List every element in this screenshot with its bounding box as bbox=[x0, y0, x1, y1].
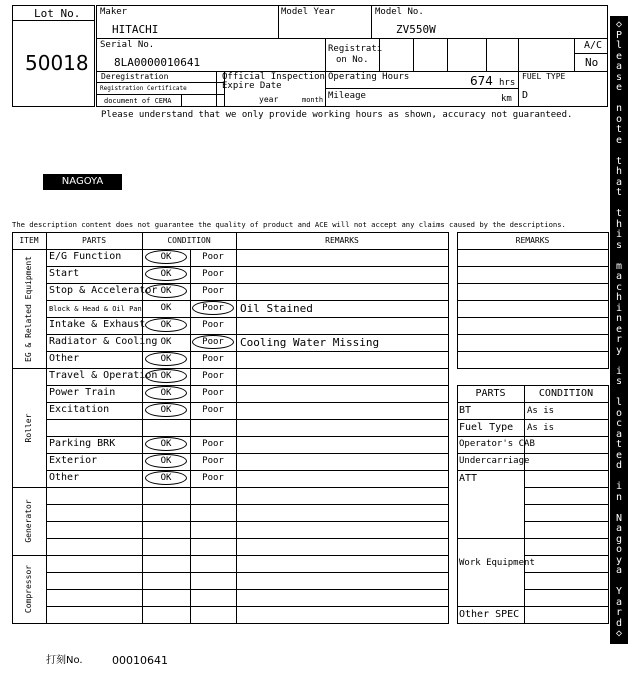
side-banner-char bbox=[610, 94, 628, 104]
side-banner-char: a bbox=[615, 428, 623, 440]
table-row bbox=[46, 249, 448, 266]
selected-ok-circle bbox=[145, 250, 187, 264]
parts-row-line bbox=[457, 538, 608, 539]
selected-ok-circle bbox=[145, 318, 187, 332]
table-row bbox=[46, 572, 448, 589]
side-banner-char: d bbox=[615, 617, 623, 629]
poor-option: Poor bbox=[202, 439, 224, 449]
parts-row-name: Fuel Type bbox=[459, 422, 514, 433]
side-banner-char: r bbox=[615, 334, 623, 346]
parts-row-name: Other SPEC bbox=[459, 609, 520, 620]
working-hours-notice: Please understand that we only provide working hours as shown, accuracy not guaranteed. bbox=[101, 110, 573, 120]
side-banner-char: o bbox=[615, 407, 623, 419]
parts-row-line bbox=[457, 453, 608, 454]
table-row bbox=[46, 334, 448, 351]
hrs-label: hrs bbox=[499, 78, 516, 88]
side-banner-char: g bbox=[615, 533, 623, 545]
item-group-label: EG & Related Equipment bbox=[24, 255, 33, 362]
part-name: Intake & Exhaust bbox=[49, 319, 146, 330]
side-banner-char bbox=[610, 251, 628, 261]
serial-no-label: Serial No. bbox=[100, 40, 155, 50]
operating-hours-label: Operating Hours bbox=[328, 72, 410, 82]
ok-option: OK bbox=[160, 388, 172, 398]
selected-ok-circle bbox=[145, 284, 187, 298]
side-banner-char: a bbox=[615, 61, 623, 73]
document-cema-label: document of CEMA bbox=[104, 97, 172, 105]
poor-option: Poor bbox=[202, 303, 224, 313]
parts-header: PARTS bbox=[475, 388, 506, 399]
remarks-row-line bbox=[457, 334, 608, 335]
side-banner-char: N bbox=[615, 512, 623, 524]
side-banner-char bbox=[610, 472, 628, 482]
side-banner-char: n bbox=[615, 491, 623, 503]
month-label: month bbox=[302, 96, 324, 104]
ok-option: OK bbox=[160, 456, 172, 466]
condition-sub-line bbox=[524, 504, 608, 505]
selected-poor-circle bbox=[192, 335, 234, 349]
maker-label: Maker bbox=[100, 7, 128, 17]
condition-sub-line bbox=[524, 589, 608, 590]
side-banner-char: c bbox=[615, 281, 623, 293]
side-banner-char: a bbox=[615, 271, 623, 283]
side-banner-char: t bbox=[615, 187, 623, 199]
side-banner-char: s bbox=[615, 376, 623, 388]
side-banner-char: y bbox=[615, 554, 623, 566]
parts-row-name: Work Equipment bbox=[459, 558, 535, 568]
remarks-row-line bbox=[457, 283, 608, 284]
side-banner-char: h bbox=[615, 218, 623, 230]
ac-value: No bbox=[585, 56, 599, 69]
table-row bbox=[46, 487, 448, 504]
table-row bbox=[46, 453, 448, 470]
parts-row-name: Undercarriage bbox=[459, 456, 530, 466]
remark-text: Oil Stained bbox=[240, 302, 313, 315]
maker-value: HITACHI bbox=[112, 23, 159, 36]
item-group-label: Compressor bbox=[24, 564, 33, 614]
side-banner-char: y bbox=[615, 344, 623, 356]
side-banner-char bbox=[610, 577, 628, 587]
remark-text: Cooling Water Missing bbox=[240, 336, 380, 349]
condition-header: CONDITION bbox=[538, 388, 594, 399]
poor-option: Poor bbox=[202, 286, 224, 296]
remarks-box-header: REMARKS bbox=[515, 236, 550, 245]
side-banner-char: t bbox=[615, 155, 623, 167]
side-banner-char bbox=[610, 146, 628, 156]
remarks-row-line bbox=[457, 317, 608, 318]
poor-option: Poor bbox=[202, 405, 224, 415]
operating-hours-value: 674 bbox=[470, 74, 493, 88]
lot-no-value: 50018 bbox=[25, 51, 89, 75]
side-banner-char: n bbox=[615, 313, 623, 325]
side-banner-char: t bbox=[615, 124, 623, 136]
side-banner-char bbox=[610, 388, 628, 398]
part-name: Travel & Operation bbox=[49, 370, 158, 381]
side-banner-char: i bbox=[615, 229, 623, 241]
part-name: Other bbox=[49, 472, 80, 483]
fuel-type-label: FUEL TYPE bbox=[522, 72, 566, 81]
selected-ok-circle bbox=[145, 454, 187, 468]
registration-label-2: on No. bbox=[336, 55, 369, 65]
fuel-type-value: D bbox=[522, 90, 529, 101]
parts-row-line bbox=[457, 436, 608, 437]
side-banner-char: t bbox=[615, 439, 623, 451]
remarks-row-line bbox=[457, 300, 608, 301]
condition-sub-line bbox=[524, 572, 608, 573]
header-remarks: REMARKS bbox=[325, 236, 359, 245]
table-row bbox=[46, 538, 448, 555]
side-banner-char: h bbox=[615, 166, 623, 178]
deregistration-label: Deregistration bbox=[101, 72, 169, 81]
part-name: E/G Function bbox=[49, 251, 122, 262]
table-row bbox=[46, 504, 448, 521]
model-year-label: Model Year bbox=[281, 7, 336, 17]
side-banner-char: Y bbox=[615, 586, 623, 598]
model-no-label: Model No. bbox=[375, 7, 424, 17]
side-banner-char: r bbox=[615, 607, 623, 619]
registration-label-1: Registrati bbox=[328, 44, 383, 54]
selected-ok-circle bbox=[145, 403, 187, 417]
poor-option: Poor bbox=[202, 371, 224, 381]
side-banner-char bbox=[610, 356, 628, 366]
part-name: Stop & Accelerator bbox=[49, 285, 158, 296]
part-name: Radiator & Cooling bbox=[49, 336, 158, 347]
selected-ok-circle bbox=[145, 386, 187, 400]
side-banner-char: t bbox=[615, 208, 623, 220]
ac-label: A/C bbox=[584, 40, 603, 51]
ok-option: OK bbox=[160, 269, 172, 279]
parts-row-line bbox=[457, 470, 608, 471]
part-name: Start bbox=[49, 268, 80, 279]
side-banner-char: e bbox=[615, 323, 623, 335]
ok-option: OK bbox=[160, 439, 172, 449]
item-group-label: Generator bbox=[24, 499, 33, 543]
part-name: Other bbox=[49, 353, 80, 364]
side-banner-char: a bbox=[615, 176, 623, 188]
ok-option: OK bbox=[160, 286, 172, 296]
inspection-label-1: Official Inspection bbox=[222, 72, 325, 82]
table-row bbox=[46, 419, 448, 436]
remarks-row-line bbox=[457, 351, 608, 352]
side-banner-char: o bbox=[615, 113, 623, 125]
parts-row-line bbox=[457, 419, 608, 420]
selected-ok-circle bbox=[145, 437, 187, 451]
ok-option: OK bbox=[160, 405, 172, 415]
selected-poor-circle bbox=[192, 301, 234, 315]
ok-option: OK bbox=[160, 473, 172, 483]
selected-ok-circle bbox=[145, 267, 187, 281]
location-badge bbox=[43, 174, 122, 190]
side-banner-char: m bbox=[615, 260, 623, 272]
poor-option: Poor bbox=[202, 337, 224, 347]
parts-row-condition: As is bbox=[527, 423, 555, 433]
table-row bbox=[46, 402, 448, 419]
ok-option: OK bbox=[160, 252, 172, 262]
side-banner-char: o bbox=[615, 544, 623, 556]
side-banner-char: a bbox=[615, 565, 623, 577]
ok-option: OK bbox=[160, 354, 172, 364]
selected-ok-circle bbox=[145, 369, 187, 383]
side-banner-char: e bbox=[615, 82, 623, 94]
year-label: year bbox=[259, 95, 279, 104]
condition-sub-line bbox=[524, 555, 608, 556]
ok-option: OK bbox=[160, 320, 172, 330]
side-banner-char: ◇ bbox=[615, 628, 623, 640]
table-row bbox=[46, 300, 448, 317]
side-banner-char: i bbox=[615, 302, 623, 314]
mileage-label: Mileage bbox=[328, 91, 366, 101]
table-row bbox=[46, 521, 448, 538]
table-row bbox=[46, 368, 448, 385]
table-row bbox=[46, 555, 448, 572]
parts-row-line bbox=[457, 402, 608, 403]
table-row bbox=[46, 606, 448, 623]
side-banner-char: a bbox=[615, 523, 623, 535]
parts-row-line bbox=[457, 606, 608, 607]
poor-option: Poor bbox=[202, 320, 224, 330]
inspection-label-2: Expire Date bbox=[222, 81, 282, 91]
serial-no-value: 8LA0000010641 bbox=[114, 56, 201, 69]
table-row bbox=[46, 266, 448, 283]
side-banner-char bbox=[610, 503, 628, 513]
ok-option: OK bbox=[160, 303, 172, 313]
remarks-row-line bbox=[457, 249, 608, 250]
registration-certificate-label: Registration Certificate bbox=[100, 85, 187, 92]
parts-row-name: ATT bbox=[459, 473, 478, 484]
table-row bbox=[46, 283, 448, 300]
side-banner-char: d bbox=[615, 460, 623, 472]
side-banner-char: e bbox=[615, 449, 623, 461]
side-banner-char: i bbox=[615, 481, 623, 493]
table-row bbox=[46, 589, 448, 606]
poor-option: Poor bbox=[202, 354, 224, 364]
side-banner-char: s bbox=[615, 239, 623, 251]
ok-option: OK bbox=[160, 371, 172, 381]
side-banner-char: ◇ bbox=[615, 19, 623, 30]
side-banner-char: a bbox=[615, 596, 623, 608]
remarks-row-line bbox=[457, 266, 608, 267]
poor-option: Poor bbox=[202, 388, 224, 398]
table-row bbox=[46, 436, 448, 453]
part-name: Exterior bbox=[49, 455, 98, 466]
poor-option: Poor bbox=[202, 252, 224, 262]
ok-option: OK bbox=[160, 337, 172, 347]
header-condition: CONDITION bbox=[167, 236, 211, 245]
table-row bbox=[46, 385, 448, 402]
table-row bbox=[46, 351, 448, 368]
part-name: Parking BRK bbox=[49, 438, 116, 449]
poor-option: Poor bbox=[202, 456, 224, 466]
side-banner-char: h bbox=[615, 292, 623, 304]
side-banner-char: l bbox=[615, 397, 623, 409]
parts-row-condition: As is bbox=[527, 406, 555, 416]
parts-row-name: BT bbox=[459, 405, 472, 416]
part-name: Excitation bbox=[49, 404, 110, 415]
side-banner-char: e bbox=[615, 134, 623, 146]
condition-sub-line bbox=[524, 487, 608, 488]
table-row bbox=[46, 317, 448, 334]
selected-ok-circle bbox=[145, 471, 187, 485]
part-name: Power Train bbox=[49, 387, 116, 398]
header-parts: PARTS bbox=[81, 236, 107, 245]
location-badge-label: NAGOYA bbox=[61, 176, 104, 187]
km-label: km bbox=[501, 94, 512, 104]
side-banner-char: i bbox=[615, 365, 623, 377]
lot-no-label: Lot No. bbox=[34, 7, 81, 20]
side-banner-char: n bbox=[615, 103, 623, 115]
condition-sub-line bbox=[524, 521, 608, 522]
poor-option: Poor bbox=[202, 473, 224, 483]
side-banner-char bbox=[610, 199, 628, 209]
side-banner bbox=[610, 16, 628, 644]
parts-row-name: Operator's CAB bbox=[459, 439, 535, 449]
poor-option: Poor bbox=[202, 269, 224, 279]
side-banner-char: s bbox=[615, 71, 623, 83]
model-no-value: ZV550W bbox=[396, 23, 436, 36]
stamp-no-value: 00010641 bbox=[112, 654, 168, 667]
side-banner-char: l bbox=[615, 40, 623, 52]
side-banner-char: c bbox=[615, 418, 623, 430]
item-group-label: Roller bbox=[24, 413, 33, 442]
table-row bbox=[46, 470, 448, 487]
part-name: Block & Head & Oil Pan bbox=[49, 305, 142, 313]
side-banner-char: P bbox=[615, 29, 623, 41]
header-item: ITEM bbox=[19, 236, 39, 245]
side-banner-char: e bbox=[615, 50, 623, 62]
selected-ok-circle bbox=[145, 352, 187, 366]
disclaimer-text: The description content does not guarantee the quality of product and ACE will not accept any claims caused by the descriptions. bbox=[12, 220, 566, 229]
stamp-no-label: 打刻No. bbox=[46, 655, 83, 666]
